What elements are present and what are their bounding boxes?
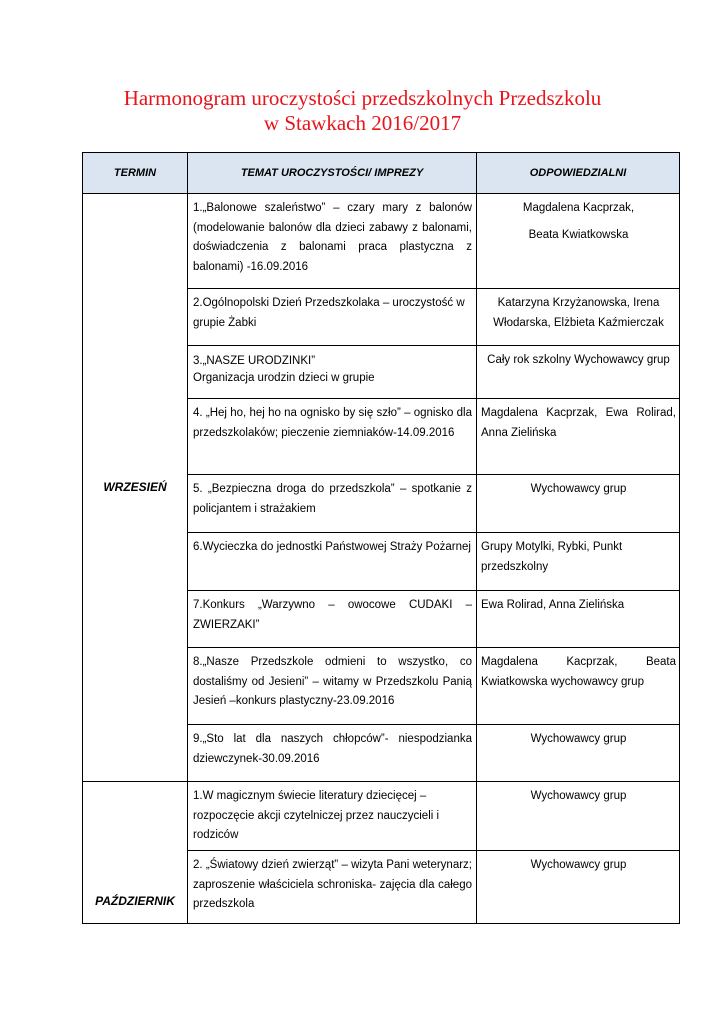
responsible-line: Magdalena Kacprzak, (522, 202, 635, 214)
event-topic: 6.Wycieczka do jednostki Państwowej Straży Pożarnej (188, 533, 477, 591)
event-topic: 2.Ogólnopolski Dzień Przedszkolaka – uroczystość w grupie Żabki (188, 289, 477, 346)
event-responsible: Magdalena Kacprzak, Beata Kwiatkowska wychowawcy grup (477, 648, 680, 725)
event-topic: 7.Konkurs „Warzywno – owocowe CUDAKI – ZWIERZAKI” (188, 591, 477, 648)
table-row (83, 194, 680, 289)
schedule-table (82, 152, 680, 924)
month-september: WRZESIEŃ (83, 194, 188, 782)
event-topic: 4. „Hej ho, hej ho na ognisko by się szło” – ognisko dla przedszkolaków; pieczenie ziemniaków-14.09.2016 (188, 399, 477, 475)
table-row (83, 782, 680, 851)
event-topic-line: Organizacja urodzin dzieci w grupie (193, 372, 375, 384)
event-responsible: Wychowawcy grup (477, 475, 680, 533)
event-topic: 8.„Nasze Przedszkole odmieni to wszystko, co dostaliśmy od Jesieni” – witamy w Przedszkolu Panią Jesień –konkurs plastyczny-23.09.2016 (188, 648, 477, 725)
event-topic: 1.W magicznym świecie literatury dziecięcej – rozpoczęcie akcji czytelniczej przez nauczycieli i rodziców (188, 782, 477, 851)
event-responsible: Katarzyna Krzyżanowska, Irena Włodarska, Elżbieta Kaźmierczak (477, 289, 680, 346)
event-responsible: Cały rok szkolny Wychowawcy grup (477, 346, 680, 399)
title-line-1: Harmonogram uroczystości przedszkolnych Przedszkolu (123, 86, 602, 110)
event-responsible: Wychowawcy grup (477, 725, 680, 782)
event-responsible: Wychowawcy grup (477, 782, 680, 851)
document-title (60, 86, 665, 136)
event-responsible: Magdalena Kacprzak, Ewa Rolirad, Anna Zielińska (477, 399, 680, 475)
header-topic: TEMAT UROCZYSTOŚCI/ IMPREZY (188, 153, 477, 194)
event-topic (188, 346, 477, 399)
event-responsible: Wychowawcy grup (477, 851, 680, 924)
event-topic: 1.„Balonowe szaleństwo” – czary mary z balonów (modelowanie balonów dla dzieci zabawy z balonami, doświadczenia z balonami praca plastyczna z balonami) -16.09.2016 (188, 194, 477, 289)
event-topic: 2. „Światowy dzień zwierząt” – wizyta Pani weterynarz; zaproszenie właściciela schroniska- zajęcia dla całego przedszkola (188, 851, 477, 924)
responsible-line: Beata Kwiatkowska (528, 228, 629, 241)
event-responsible: Ewa Rolirad, Anna Zielińska (477, 591, 680, 648)
event-topic-line: 3.„NASZE URODZINKI” (193, 355, 316, 367)
month-october: PAŹDZIERNIK (83, 782, 188, 924)
header-row (83, 153, 680, 194)
event-responsible: Grupy Motylki, Rybki, Punkt przedszkolny (477, 533, 680, 591)
event-topic: 9.„Sto lat dla naszych chłopców”- niespodzianka dziewczynek-30.09.2016 (188, 725, 477, 782)
title-line-2: w Stawkach 2016/2017 (263, 111, 462, 135)
event-topic: 5. „Bezpieczna droga do przedszkola” – spotkanie z policjantem i strażakiem (188, 475, 477, 533)
header-term: TERMIN (83, 153, 188, 194)
header-responsible: ODPOWIEDZIALNI (477, 153, 680, 194)
event-responsible (477, 194, 680, 289)
